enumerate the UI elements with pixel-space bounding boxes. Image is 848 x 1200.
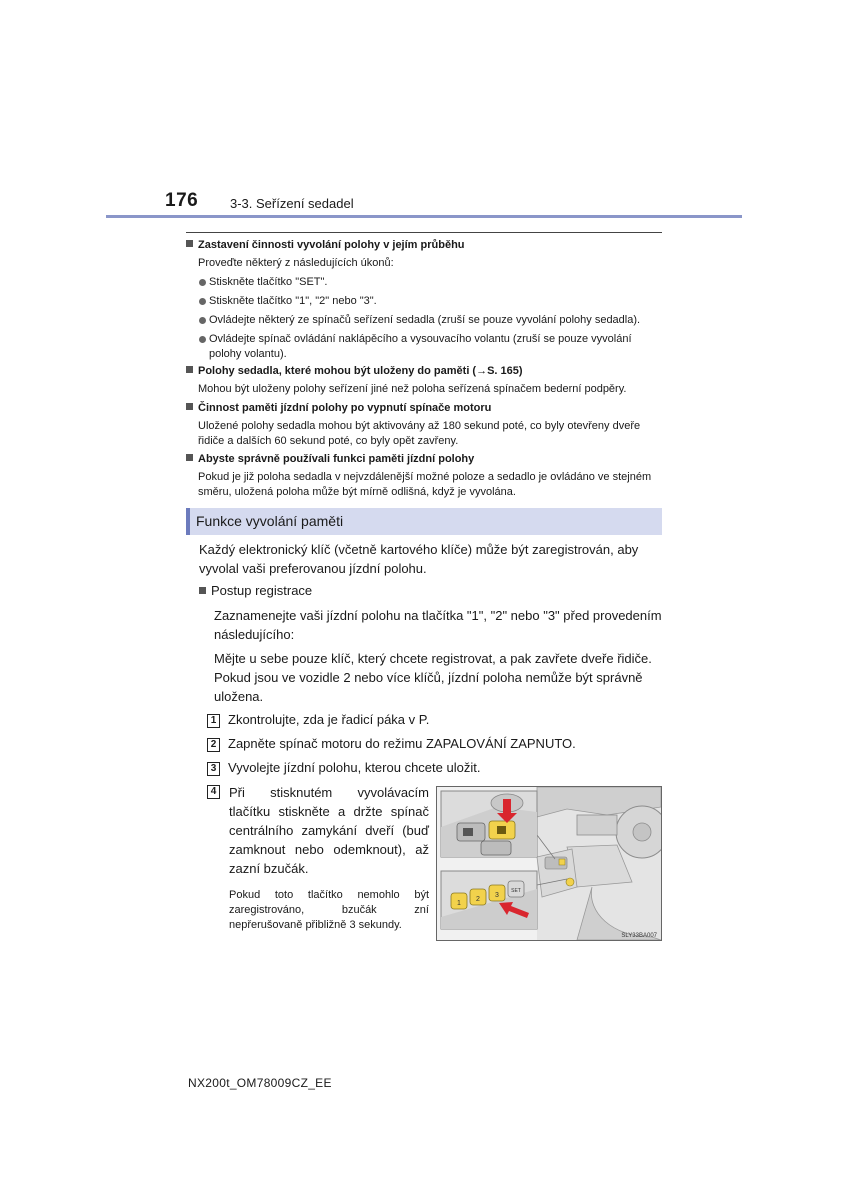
section-banner-title: Funkce vyvolání paměti <box>196 513 344 529</box>
step-number: 4 <box>207 785 220 799</box>
note-after-engine-off <box>186 401 662 449</box>
step-text: Vyvolejte jízdní polohu, kterou chcete uložit. <box>228 760 481 775</box>
set-button-label: SET <box>511 888 521 894</box>
note-stop-recall <box>186 238 662 362</box>
note-correct-use <box>186 452 662 500</box>
note-body: Pokud je již poloha sedadla v nejvzdálenější možné poloze a sedadlo je ovládáno ve stejném směru, uložená poloha může být mírně odlišná, když je vyvolána. <box>198 471 652 498</box>
step-3 <box>207 758 662 777</box>
footer-doc-code: NX200t_OM78009CZ_EE <box>188 1076 332 1090</box>
registration-para-1: Zaznamenejte vaši jízdní polohu na tlačítka "1", "2" nebo "3" před provedením následujícího: <box>214 608 662 642</box>
step-number: 3 <box>207 762 220 776</box>
list-item: Ovládejte některý ze spínačů seřízení sedadla (zruší se pouze vyvolání polohy sedadla). <box>186 313 662 328</box>
car-interior-illustration <box>437 787 661 940</box>
step-number: 1 <box>207 714 220 728</box>
memory-button-1-label: 1 <box>457 900 461 907</box>
step-number: 2 <box>207 738 220 752</box>
subheading-registration: Postup registrace <box>199 583 312 598</box>
step-text: Zapněte spínač motoru do režimu ZAPALOVÁNÍ ZAPNUTO. <box>228 736 576 751</box>
note-body: Uložené polohy sedadla mohou být aktivovány až 180 sekund poté, co byly otevřeny dveře řidiče a dalších 60 sekund poté, co byly opět zavřeny. <box>198 420 641 447</box>
step-text: Při stisknutém vyvolávacím tlačítku stiskněte a držte spínač centrálního zamykání dveří (buď zamknout nebo odemknout), až zazní bzučák. <box>229 785 429 876</box>
list-item: Stiskněte tlačítko "SET". <box>186 275 662 290</box>
note-intro: Proveďte některý z následujících úkonů: <box>198 257 394 269</box>
list-item: Stiskněte tlačítko "1", "2" nebo "3". <box>186 294 662 309</box>
memory-button-3-label: 3 <box>495 892 499 899</box>
note-heading: Zastavení činnosti vyvolání polohy v jejím průběhu <box>186 238 662 253</box>
section-title: 3-3. Seřízení sedadel <box>230 196 354 211</box>
note-heading: Činnost paměti jízdní polohy po vypnutí spínače motoru <box>186 401 662 416</box>
note-heading: Polohy sedadla, které mohou být uloženy do paměti (→S. 165) <box>186 364 662 379</box>
notes-top-rule <box>186 232 662 233</box>
note-body: Mohou být uloženy polohy seřízení jiné než poloha seřízená spínačem bederní podpěry. <box>198 383 627 395</box>
note-memory-positions <box>186 364 662 397</box>
section-intro: Každý elektronický klíč (včetně kartového klíče) může být zaregistrován, aby vyvolal vaši preferovanou jízdní polohu. <box>199 542 639 576</box>
illustration-memory-buttons <box>436 786 662 941</box>
list-item: Ovládejte spínač ovládání naklápěcího a vysouvacího volantu (zruší se pouze vyvolání polohy volantu). <box>186 332 662 362</box>
registration-para-2: Mějte u sebe pouze klíč, který chcete registrovat, a pak zavřete dveře řidiče. Pokud jsou ve vozidle 2 nebo více klíčů, jízdní poloha nemůže být správně uložena. <box>214 651 652 704</box>
step-text: Zkontrolujte, zda je řadicí páka v P. <box>228 712 430 727</box>
step-4 <box>207 783 429 933</box>
header-rule <box>106 215 742 218</box>
step-4-note: Pokud toto tlačítko nemohlo být zaregistrováno, bzučák zní nepřerušovaně přibližně 3 sekundy. <box>229 889 429 931</box>
page-number: 176 <box>165 190 199 211</box>
illustration-code: SLY33BA007 <box>621 933 657 939</box>
step-2 <box>207 734 662 753</box>
step-1 <box>207 710 662 729</box>
note-heading: Abyste správně používali funkci paměti jízdní polohy <box>186 452 662 467</box>
memory-button-2-label: 2 <box>476 896 480 903</box>
